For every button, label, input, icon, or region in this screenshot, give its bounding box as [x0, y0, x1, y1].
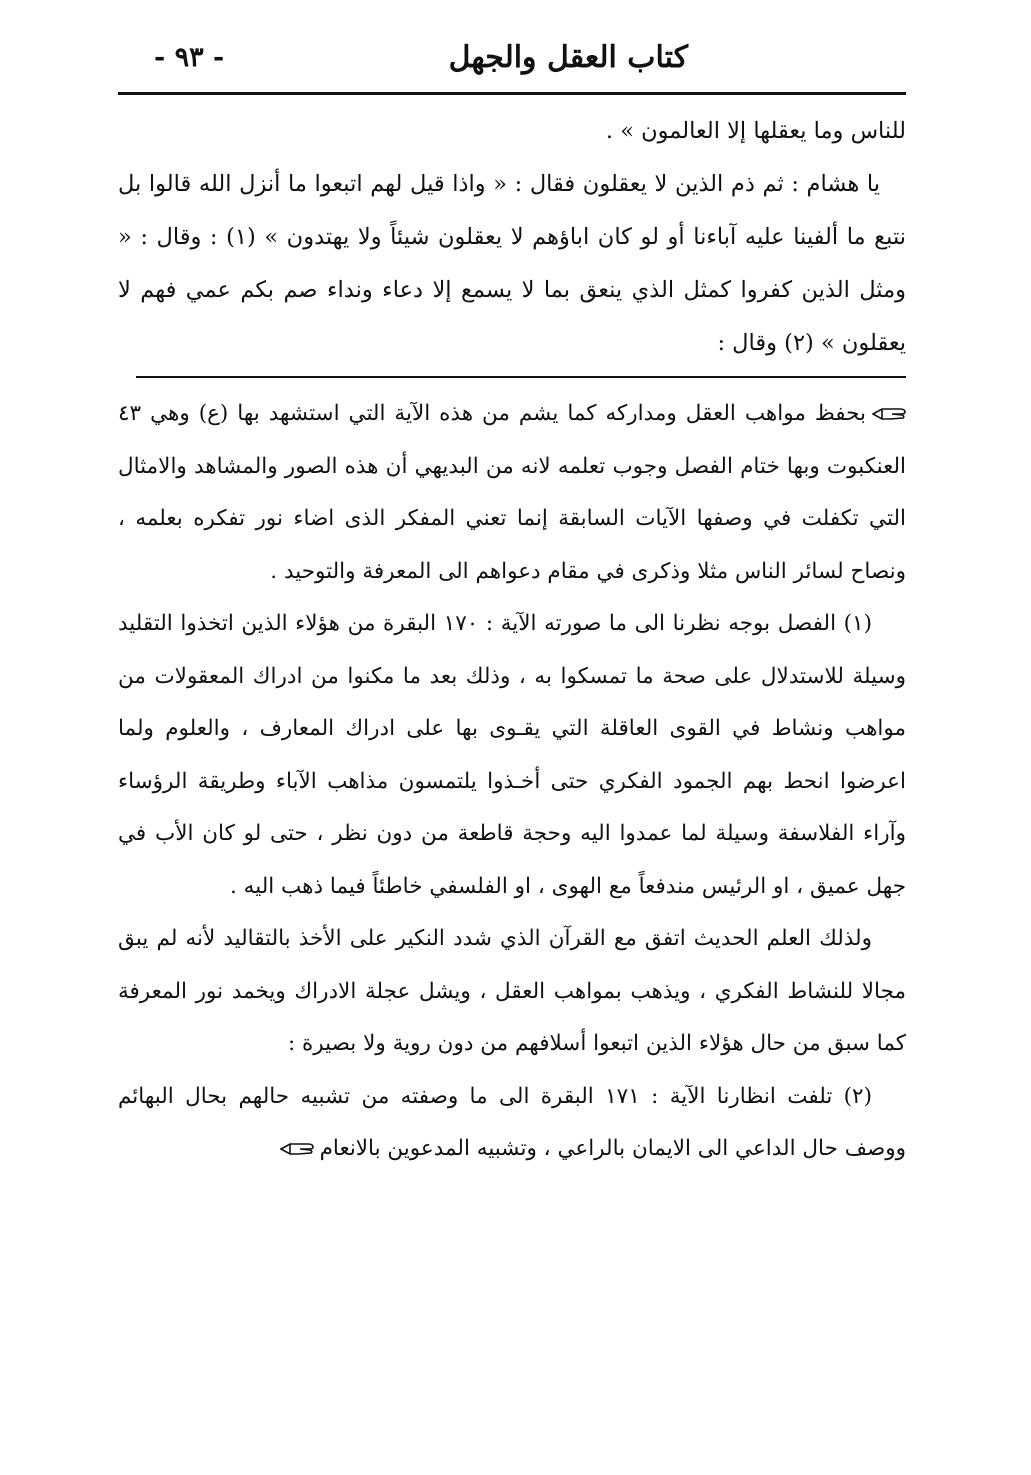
footnote-1-paragraph-2: ولذلك العلم الحديث اتفق مع القرآن الذي شدد النكير على الأخذ بالتقاليد لأنه لم يبق مجالا للنشاط الفكري ، ويذهب بمواهب العقل ، ويشل عجلة الادراك ويخمد نور المعرفة كما سبق من حال هؤلاء الذين اتبعوا أسلافهم من دون روية ولا بصيرة :	[118, 926, 906, 1056]
footnote-continuation-text: بحفظ مواهب العقل ومداركه كما يشم من هذه الآية التي استشهد بها (ع) وهي ٤٣ العنكبوت وبها ختام الفصل وجوب تعلمه لانه من البديهي أن هذه الصور والمشاهد والامثال التي تكفلت في وصفها الآيات السابقة إنما تعني المفكر الذى اضاء نور تفكره بعلمه ، ونصاح لسائر الناس مثلا وذكرى في مقام دعواهم الى المعرفة والتوحيد .	[118, 401, 906, 584]
book-title: كتاب العقل والجهل	[448, 40, 688, 75]
footnote-2-text: (٢) تلفت انظارنا الآية : ١٧١ البقرة الى ما وصفته من تشبيه حالهم بحال البهائم ووصف حال الداعي الى الايمان بالراعي ، وتشبيه المدعوين بالانعام	[118, 1083, 906, 1161]
main-text	[118, 105, 906, 370]
main-paragraph: للناس وما يعقلها إلا العالمون » .	[605, 118, 906, 144]
page-number: - ٩٣ -	[154, 42, 225, 73]
main-paragraph: يا هشام : ثم ذم الذين لا يعقلون فقال : « واذا قيل لهم اتبعوا ما أنزل الله قالوا بل نتبع ما ألفينا عليه آباءنا أو لو كان اباؤهم لا يعقلون شيئاً ولا يهتدون » (١) : وقال : « ومثل الذين كفروا كمثل الذي ينعق بما لا يسمع إلا دعاء ونداء صم بكم عمي فهم لا يعقلون » (٢) وقال :	[118, 171, 907, 356]
running-header	[118, 30, 906, 86]
pointing-hand-icon	[872, 406, 906, 422]
footnote-continuation	[118, 388, 906, 598]
book-page	[118, 30, 906, 1176]
pointing-hand-icon	[280, 1141, 314, 1157]
header-rule	[118, 92, 906, 95]
footnote-2	[118, 1071, 906, 1176]
footnotes	[118, 388, 906, 1176]
footnote-1: (١) الفصل بوجه نظرنا الى ما صورته الآية : ١٧٠ البقرة من هؤلاء الذين اتخذوا التقليد وسيلة للاستدلال على صحة ما تمسكوا به ، وذلك بعد ما مكنوا من ادراك المعقولات من مواهب ونشاط في القوى العاقلة التي يقـوى بها على ادراك المعارف ، والعلوم ولما اعرضوا انحط بهم الجمود الفكري حتى أخـذوا يلتمسون مذاهب الآباء وطريقة الرؤساء وآراء الفلاسفة وسيلة لما عمدوا اليه وحجة قاطعة من دون نظر ، حتى لو كان الأب في جهل عميق ، او الرئيس مندفعاً مع الهوى ، او الفلسفي خاطئاً فيما ذهب اليه .	[118, 611, 906, 899]
footnote-rule	[136, 376, 906, 378]
